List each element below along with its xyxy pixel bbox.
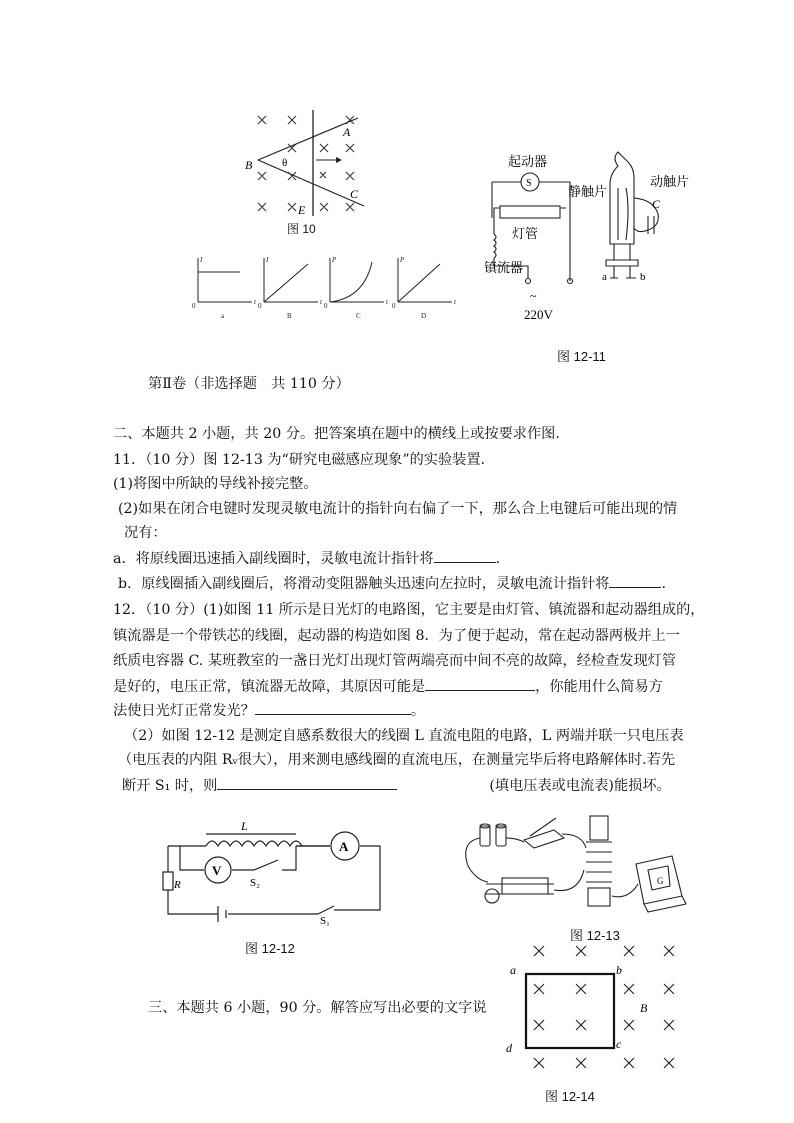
inductor-L (206, 841, 302, 846)
fluorescent-tube (500, 206, 560, 218)
svg-text:C: C (356, 312, 361, 320)
fig1212-caption: 图 12-12 (245, 941, 295, 956)
svg-text:0: 0 (258, 302, 262, 310)
fig1211-caption: 图 12-11 (557, 349, 606, 364)
q12-line3: 纸质电容器 C. 某班教室的一盏日光灯出现灯管两端亮而中间不亮的故障，经检查发现灯管 (113, 653, 677, 669)
answer-blank-meter[interactable] (217, 775, 397, 790)
label-ballast: 镇流器 (484, 260, 524, 275)
svg-text:b: b (640, 271, 646, 283)
svg-text:a: a (221, 312, 225, 320)
q12-2-line2: （电压表的内阻 Rᵥ很大），用来测电感线圈的直流电压，在测量完毕后将电路解体时.若先 (118, 752, 676, 768)
answer-graphs (188, 252, 460, 322)
label-static-piece: 静触片 (568, 184, 608, 199)
svg-text:R: R (174, 879, 181, 891)
svg-text:0: 0 (392, 302, 396, 310)
svg-text:P: P (400, 256, 405, 264)
svg-text:D: D (421, 312, 427, 320)
resistor-R (163, 872, 173, 890)
svg-text:a: a (510, 963, 516, 977)
label-moving-piece: 动触片 (650, 174, 690, 189)
velocity-arrow (336, 157, 342, 163)
figure-10 (236, 108, 376, 236)
q12-line1: 12．（10 分）(1)如图 11 所示是日光灯的电路图，它主要是由灯管、镇流器和起动器组成的， (113, 602, 705, 618)
svg-text:V: V (212, 863, 222, 878)
svg-text:c: c (616, 1037, 622, 1051)
q12-2-line1: （2）如图 12-12 是测定自感系数很大的线圈 L 直流电阻的电路，L 两端并联一只电压表 (124, 728, 684, 744)
svg-text:S₂: S₂ (250, 877, 260, 889)
q12-line5: 法使日光灯正常发光？ 。 (113, 700, 425, 721)
svg-text:S₁: S₁ (320, 915, 330, 926)
svg-text:S: S (526, 178, 532, 189)
wire-bc (258, 160, 364, 206)
svg-text:a: a (602, 271, 607, 283)
q11-part2-line1: (2)如果在闭合电键时发现灵敏电流计的指针向右偏了一下，那么合上电键后可能出现的情 (118, 501, 678, 517)
svg-text:B: B (640, 1001, 648, 1015)
figure-12-11 (478, 148, 706, 328)
ballast-coil (494, 222, 496, 258)
figure-12-13 (458, 808, 694, 920)
switch-S1 (318, 906, 334, 914)
svg-text:0: 0 (324, 302, 328, 310)
label-A: A (343, 125, 351, 139)
starter-bulb (610, 152, 634, 244)
fig1213-caption: 图 12-13 (570, 928, 620, 943)
q11-a: a．将原线圈迅速插入副线圈时，灵敏电流计指针将 . (113, 548, 500, 569)
field-crosses (534, 946, 674, 1068)
svg-text:P: P (332, 256, 337, 264)
magnetic-field-crosses (258, 116, 354, 211)
answer-blank-cause[interactable] (425, 676, 535, 691)
svg-text:B: B (287, 312, 292, 320)
answer-blank-b[interactable] (609, 573, 661, 588)
label-starter: 起动器 (508, 154, 548, 169)
svg-text:t: t (254, 298, 256, 306)
svg-text:L: L (241, 819, 248, 833)
label-tube: 灯管 (512, 226, 539, 241)
part3-title: 三、本题共 6 小题，90 分。解答应写出必要的文字说 (148, 1000, 487, 1016)
svg-text:t: t (386, 298, 388, 306)
section2-header: 第Ⅱ卷（非选择题 共 110 分） (148, 376, 350, 392)
label-E: E (298, 203, 306, 217)
svg-text:d: d (506, 1041, 512, 1055)
q11-part1: (1)将图中所缺的导线补接完整。 (113, 476, 318, 492)
svg-text:t: t (454, 298, 456, 306)
svg-text:~: ~ (530, 289, 537, 303)
svg-text:A: A (339, 839, 349, 854)
fig10-caption: 图 10 (287, 222, 316, 236)
figure-12-12 (158, 818, 386, 926)
capacitor-c (648, 216, 654, 234)
part2-title: 二、本题共 2 小题，共 20 分。把答案填在题中的横线上或按要求作图. (113, 426, 560, 442)
answer-blank-method[interactable] (255, 700, 411, 715)
figure-12-14 (504, 940, 684, 1078)
svg-text:G: G (657, 876, 664, 886)
svg-text:I: I (200, 256, 203, 264)
loop-abcd (526, 974, 614, 1048)
q11-intro: 11．（10 分）图 12-13 为“研究电磁感应现象”的实验装置. (113, 452, 486, 468)
label-C: C (350, 187, 359, 201)
label-B: B (245, 158, 253, 172)
fig1214-caption: 图 12-14 (545, 1089, 595, 1104)
q11-part2-line2: 况有： (124, 525, 167, 541)
svg-text:b: b (616, 963, 622, 977)
svg-text:I: I (266, 256, 269, 264)
svg-text:C: C (652, 197, 661, 211)
answer-blank-a[interactable] (434, 548, 496, 563)
svg-text:0: 0 (192, 302, 196, 310)
battery (218, 906, 226, 922)
q12-2-line3: 断开 S₁ 时，则 (填电压表或电流表)能损坏。 (122, 775, 671, 796)
label-voltage: 220V (524, 307, 553, 322)
svg-text:t: t (320, 298, 322, 306)
label-theta: θ (282, 157, 288, 169)
q11-b: b．原线圈插入副线圈后，将滑动变阻器触头迅速向左拉时，灵敏电流计指针将 . (118, 573, 666, 594)
q12-line2: 镇流器是一个带铁芯的线圈，起动器的构造如图 8．为了便于起动，常在起动器两极并上一 (113, 628, 680, 644)
q12-line4: 是好的，电压正常，镇流器无故障，其原因可能是 ，你能用什么简易方 (113, 676, 663, 697)
